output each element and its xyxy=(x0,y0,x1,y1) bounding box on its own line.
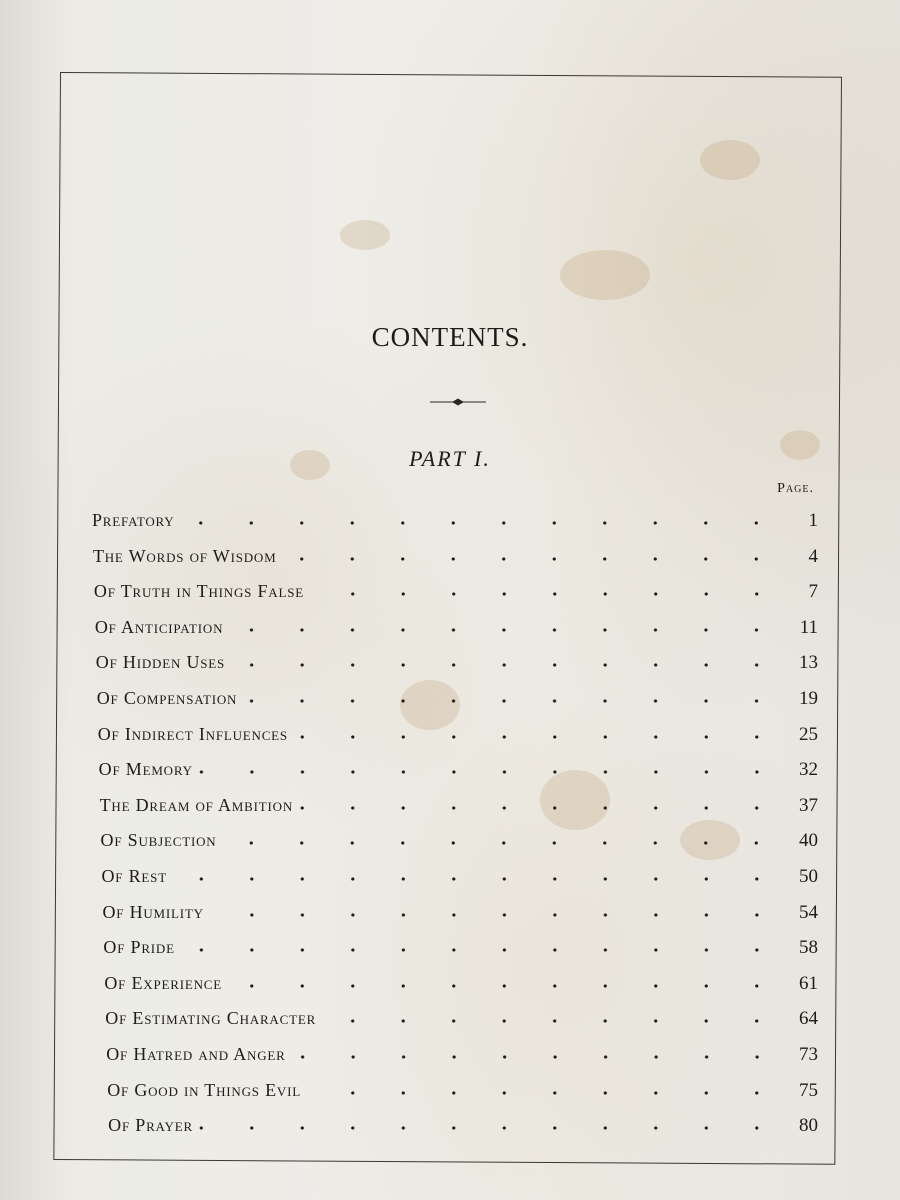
toc-entry-page: 75 xyxy=(798,1079,818,1101)
dot-leader xyxy=(243,692,782,710)
dot-leader xyxy=(228,977,782,995)
toc-entry-page: 25 xyxy=(798,723,818,745)
toc-entry-page: 80 xyxy=(798,1115,818,1137)
toc-entry-title: Of Subjection xyxy=(100,830,217,851)
toc-entry-page: 32 xyxy=(798,759,818,781)
toc-entry-title: Of Pride xyxy=(103,937,175,958)
toc-entry-page: 50 xyxy=(799,866,818,887)
toc-entry-page: 19 xyxy=(799,688,818,709)
toc-entry xyxy=(108,1115,818,1141)
toc-entry-title: Of Estimating Character xyxy=(105,1008,317,1029)
dot-leader xyxy=(210,906,782,924)
toc-entry-page: 54 xyxy=(798,901,818,923)
dot-leader xyxy=(222,834,782,852)
page-column-label: Page. xyxy=(777,481,814,496)
toc-entry-page: 58 xyxy=(798,937,818,959)
toc-entry xyxy=(99,759,818,785)
toc-entry xyxy=(105,1008,818,1034)
toc-entry-title: Of Indirect Influences xyxy=(97,723,288,744)
dot-leader xyxy=(310,585,782,603)
dot-leader xyxy=(299,799,782,817)
dot-leader xyxy=(229,621,782,639)
toc-entry xyxy=(102,866,819,892)
contents-heading: CONTENTS. xyxy=(371,322,529,352)
dot-leader xyxy=(231,656,782,674)
dot-leader xyxy=(199,763,782,781)
toc-entry xyxy=(98,724,818,750)
toc-entry-title: Of Truth in Things False xyxy=(93,581,304,602)
toc-entry-title: Of Rest xyxy=(101,866,167,886)
dot-leader xyxy=(282,550,782,568)
toc-entry-title: The Dream of Ambition xyxy=(99,794,294,815)
toc-entry-page: 37 xyxy=(798,794,818,816)
dot-leader xyxy=(181,941,782,959)
toc-entry xyxy=(95,617,818,643)
toc-entry-title: Prefatory xyxy=(92,510,175,530)
toc-entry-page: 61 xyxy=(798,972,818,994)
toc-entry-title: Of Humility xyxy=(102,901,204,922)
toc-entry-page: 64 xyxy=(798,1008,818,1030)
toc-entry xyxy=(94,581,818,607)
dot-leader xyxy=(173,870,782,888)
toc-entry-title: Of Experience xyxy=(104,972,222,993)
toc-entry-page: 4 xyxy=(808,545,818,567)
toc-entry xyxy=(103,937,818,963)
toc-entry-page: 40 xyxy=(798,830,818,852)
toc-entry xyxy=(92,510,818,536)
toc-entry xyxy=(102,902,818,928)
toc-entry-page: 7 xyxy=(808,581,818,603)
toc-entry-title: Of Memory xyxy=(98,759,193,780)
dot-leader xyxy=(322,1012,782,1030)
toc-entry-page: 13 xyxy=(798,652,818,674)
toc-entry-title: The Words of Wisdom xyxy=(92,545,277,566)
toc-entry xyxy=(97,688,818,714)
toc-entry-page: 1 xyxy=(808,510,818,531)
toc-entry xyxy=(93,546,818,572)
dot-leader xyxy=(199,1119,782,1137)
toc-entry-title: Of Hidden Uses xyxy=(95,652,226,673)
toc-entry xyxy=(107,1080,818,1106)
toc-entry-title: Of Hatred and Anger xyxy=(106,1044,286,1064)
toc-entry-title: Of Good in Things Evil xyxy=(107,1079,301,1100)
toc-entry-title: Of Prayer xyxy=(108,1115,193,1136)
toc-entry xyxy=(100,795,818,821)
dot-leader xyxy=(294,728,782,746)
dot-leader xyxy=(292,1048,782,1066)
toc-entry-title: Of Anticipation xyxy=(94,616,224,637)
toc-entry-page: 11 xyxy=(799,616,818,638)
toc-entry-page: 73 xyxy=(799,1044,818,1065)
dot-leader xyxy=(180,514,782,532)
toc-entry-title: Of Compensation xyxy=(96,688,238,708)
toc-entry xyxy=(106,1044,818,1070)
toc-entry xyxy=(101,830,818,856)
dot-leader xyxy=(307,1084,782,1102)
toc-entry xyxy=(96,652,818,678)
part-label: PART I. xyxy=(409,446,491,471)
toc-entry xyxy=(104,973,818,999)
